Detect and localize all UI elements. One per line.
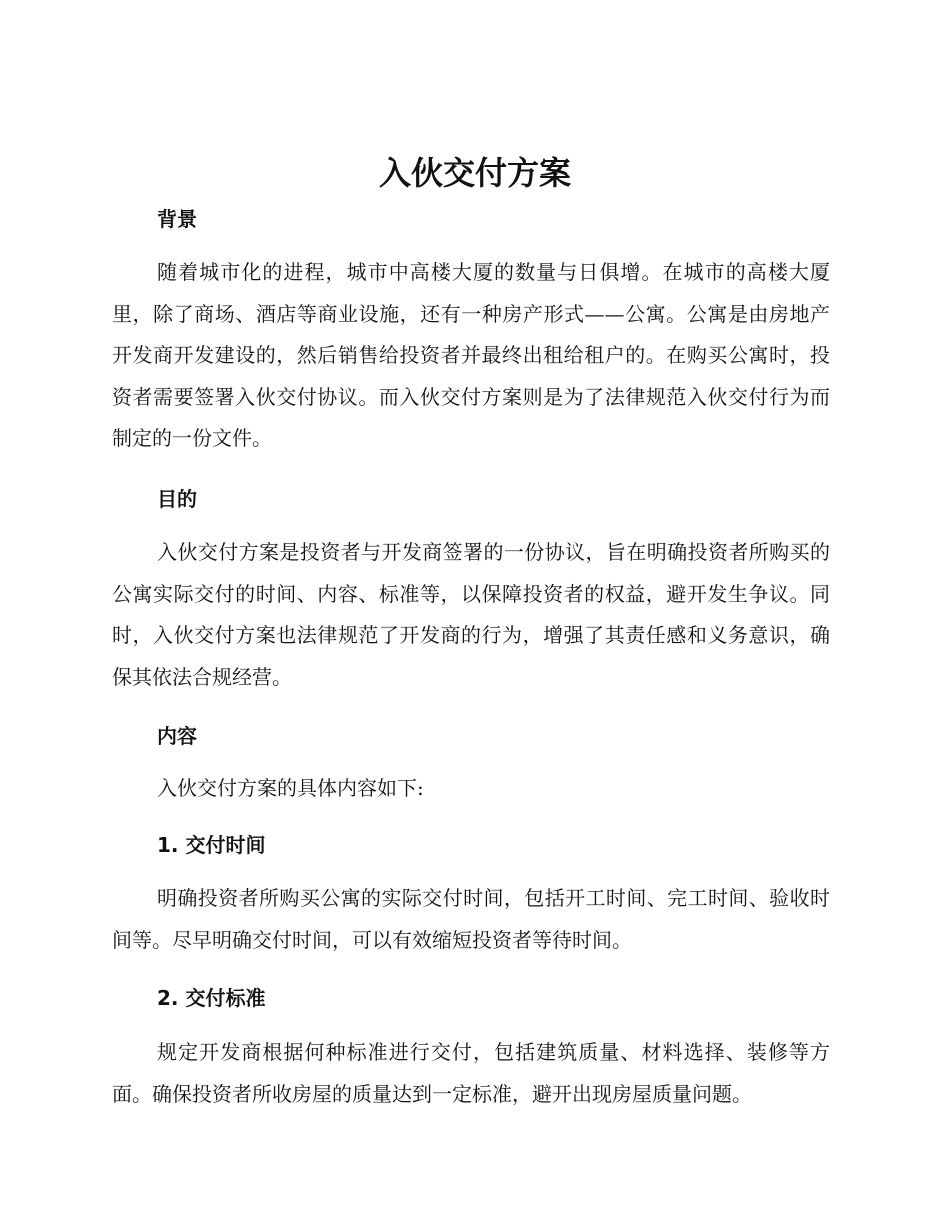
item-heading-delivery-standard: 2. 交付标准 <box>157 986 266 1010</box>
paragraph-content-intro: 入伙交付方案的具体内容如下: <box>157 776 424 800</box>
section-heading-content: 内容 <box>157 724 197 748</box>
paragraph-purpose: 入伙交付方案是投资者与开发商签署的一份协议，旨在明确投资者所购买的公寓实际交付的时间、内容、标准等，以保障投资者的权益，避开发生争议。同时，入伙交付方案也法律规范了开发商的行为，增强了其责任感和义务意识，确保其依法合规经营。 <box>112 540 830 689</box>
section-heading-purpose: 目的 <box>157 487 197 511</box>
document-title: 入伙交付方案 <box>378 154 571 192</box>
paragraph-delivery-standard: 规定开发商根据何种标准进行交付，包括建筑质量、材料选择、装修等方面。确保投资者所收房屋的质量达到一定标准，避开出现房屋质量问题。 <box>112 1040 830 1106</box>
paragraph-delivery-time: 明确投资者所购买公寓的实际交付时间，包括开工时间、完工时间、验收时间等。尽早明确交付时间，可以有效缩短投资者等待时间。 <box>112 886 830 952</box>
item-heading-delivery-time: 1. 交付时间 <box>157 833 266 857</box>
paragraph-background: 随着城市化的进程，城市中高楼大厦的数量与日俱增。在城市的高楼大厦里，除了商场、酒店等商业设施，还有一种房产形式——公寓。公寓是由房地产开发商开发建设的，然后销售给投资者并最终出租给租户的。在购买公寓时，投资者需要签署入伙交付协议。而入伙交付方案则是为了法律规范入伙交付行为而制定的一份文件。 <box>112 260 830 450</box>
section-heading-background: 背景 <box>157 207 197 231</box>
